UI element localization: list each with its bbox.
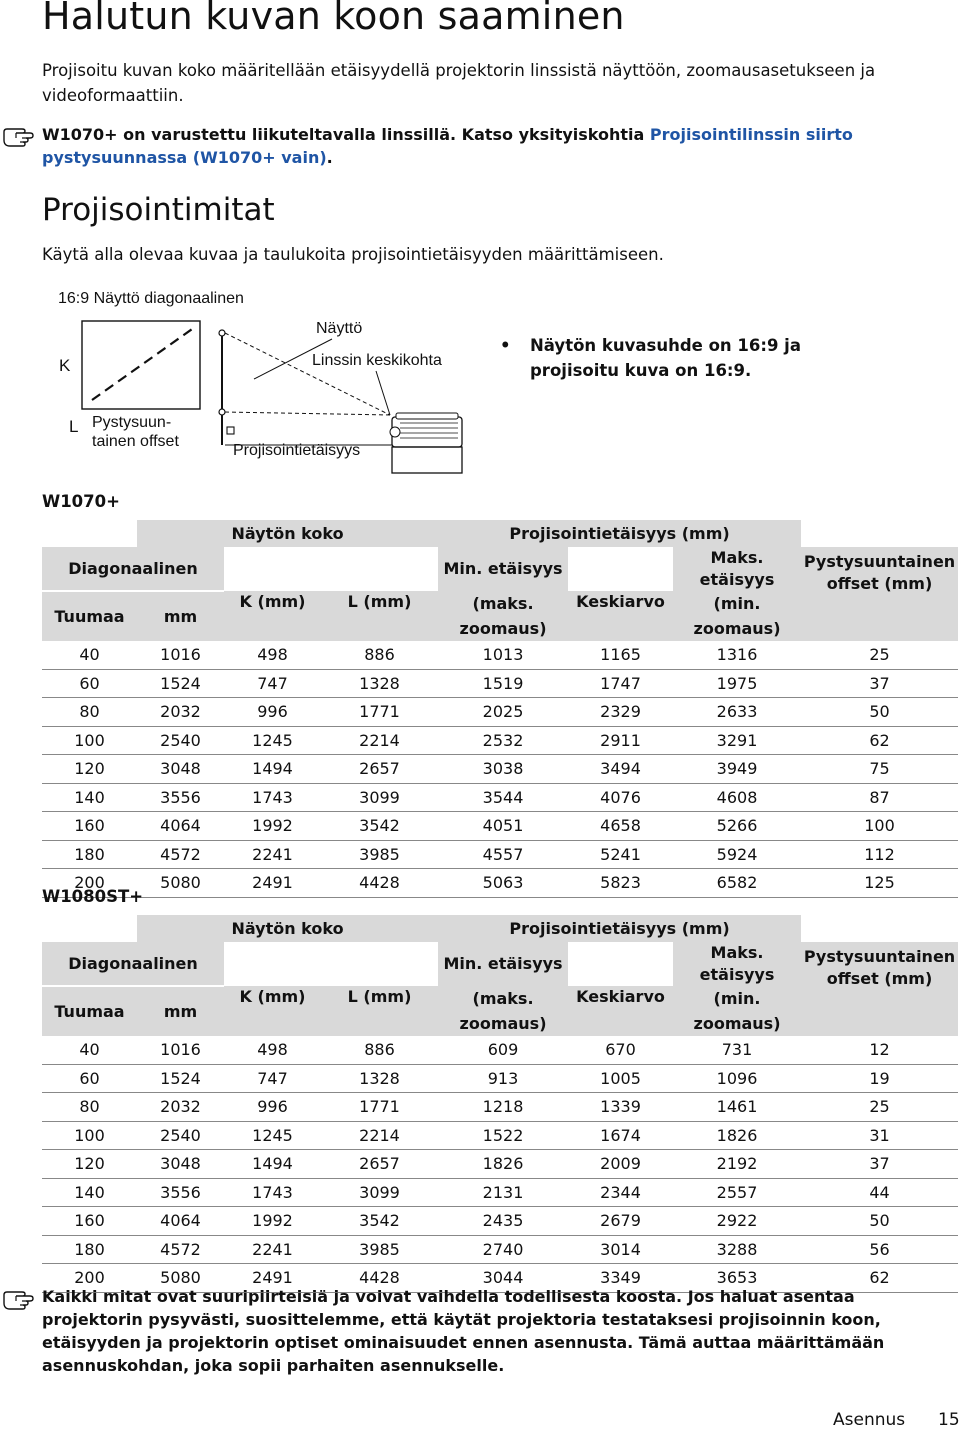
table-cell: 5063 (438, 869, 568, 898)
header-diagonal: Diagonaalinen (42, 547, 224, 591)
table-row (42, 726, 958, 755)
table-cell: 886 (321, 641, 438, 669)
table-cell: 200 (42, 1264, 137, 1293)
table-cell: 2025 (438, 698, 568, 727)
table-cell: 3349 (568, 1264, 673, 1293)
table-cell: 913 (438, 1064, 568, 1093)
header-max-zoom: (maks. (438, 591, 568, 616)
header-min-distance: Min. etäisyys (438, 547, 568, 591)
header-screen-size: Näytön koko (137, 520, 438, 547)
table-row (42, 1093, 958, 1122)
offset-label-1: Pystysuun- (92, 414, 172, 431)
header-average: Keskiarvo (568, 591, 673, 641)
table-cell: 160 (42, 1207, 137, 1236)
table-cell: 2657 (321, 1150, 438, 1179)
table-row (42, 840, 958, 869)
table-cell: 1013 (438, 641, 568, 669)
table-cell: 4428 (321, 1264, 438, 1293)
k-label: K (59, 356, 71, 375)
table-cell: 2344 (568, 1178, 673, 1207)
table-cell: 2435 (438, 1207, 568, 1236)
table-cell: 1743 (224, 1178, 321, 1207)
table-cell: 2922 (673, 1207, 801, 1236)
diagonal-label: 16:9 Näyttö diagonaalinen (58, 290, 244, 307)
table-cell: 1005 (568, 1064, 673, 1093)
table-cell: 609 (438, 1036, 568, 1064)
table-cell: 1461 (673, 1093, 801, 1122)
header-offset: Pystysuuntainen offset (mm) (801, 942, 958, 1036)
table-cell: 4608 (673, 783, 801, 812)
table-cell: 6582 (673, 869, 801, 898)
table-cell: 50 (801, 1207, 958, 1236)
table-cell: 3653 (673, 1264, 801, 1293)
header-throw-distance: Projisointietäisyys (mm) (438, 915, 801, 942)
table-cell: 40 (42, 1036, 137, 1064)
measurement-note: Kaikki mitat ovat suuripiirteisiä ja voivat vaihdella todellisesta koosta. Jos haluat asentaa projektorin pysyvästi, suosittelemme, että käytät projektoria testataksesi projisoinnin koon, etäisyyden ja projektorin optiset ominaisuudet ennen asennusta. Tämä auttaa määrittämään asennuskohdan, joka sopii parhaiten asennukselle. (42, 1287, 885, 1375)
table-cell: 2214 (321, 1121, 438, 1150)
table-row (42, 698, 958, 727)
table-cell: 3544 (438, 783, 568, 812)
table-cell: 3038 (438, 755, 568, 784)
table-cell: 60 (42, 1064, 137, 1093)
table-cell: 56 (801, 1235, 958, 1264)
table-cell: 2911 (568, 726, 673, 755)
table-cell: 1826 (438, 1150, 568, 1179)
header-min-zoom: (min. (673, 591, 801, 616)
section-subtitle: Käytä alla olevaa kuvaa ja taulukoita projisointietäisyyden määrittämiseen. (42, 245, 664, 264)
table-cell: 670 (568, 1036, 673, 1064)
pointing-hand-icon (2, 120, 36, 148)
table-cell: 4064 (137, 1207, 224, 1236)
table-cell: 3048 (137, 755, 224, 784)
header-mm: mm (137, 591, 224, 641)
table-cell: 4051 (438, 812, 568, 841)
table-cell: 1328 (321, 1064, 438, 1093)
table-cell: 62 (801, 1264, 958, 1293)
table-cell: 12 (801, 1036, 958, 1064)
table-cell: 1992 (224, 812, 321, 841)
table-cell: 112 (801, 840, 958, 869)
table-cell: 1096 (673, 1064, 801, 1093)
table-cell: 2032 (137, 1093, 224, 1122)
table-cell: 498 (224, 1036, 321, 1064)
table-row (42, 1064, 958, 1093)
table-cell: 1519 (438, 669, 568, 698)
table-cell: 140 (42, 783, 137, 812)
header-min-zoom: (min. (673, 986, 801, 1011)
table-cell: 1494 (224, 1150, 321, 1179)
table-cell: 2557 (673, 1178, 801, 1207)
note-text: W1070+ on varustettu liikuteltavalla linssillä. Katso yksityiskohtia (42, 125, 650, 144)
table-row (42, 1121, 958, 1150)
table-cell: 4428 (321, 869, 438, 898)
header-max-distance: Maks. etäisyys (673, 942, 801, 986)
table-cell: 25 (801, 641, 958, 669)
table-cell: 1016 (137, 1036, 224, 1064)
table-cell: 5080 (137, 869, 224, 898)
lens-center-label: Linssin keskikohta (312, 352, 442, 369)
table-cell: 5823 (568, 869, 673, 898)
table-cell: 1339 (568, 1093, 673, 1122)
table-cell: 731 (673, 1036, 801, 1064)
table-cell: 120 (42, 1150, 137, 1179)
table-cell: 996 (224, 698, 321, 727)
table-cell: 62 (801, 726, 958, 755)
table-cell: 31 (801, 1121, 958, 1150)
table-cell: 747 (224, 1064, 321, 1093)
table-cell: 180 (42, 1235, 137, 1264)
table-cell: 1016 (137, 641, 224, 669)
table-cell: 37 (801, 1150, 958, 1179)
l-label: L (69, 417, 79, 436)
table-cell: 4658 (568, 812, 673, 841)
table-cell: 19 (801, 1064, 958, 1093)
table-cell: 3291 (673, 726, 801, 755)
table-cell: 100 (801, 812, 958, 841)
model-label-w1070: W1070+ (42, 492, 120, 511)
table-cell: 50 (801, 698, 958, 727)
table-cell: 3099 (321, 1178, 438, 1207)
header-diagonal: Diagonaalinen (42, 942, 224, 986)
section-title: Projisointimitat (42, 192, 275, 228)
table-row (42, 783, 958, 812)
table-cell: 747 (224, 669, 321, 698)
table-cell: 1674 (568, 1121, 673, 1150)
table-cell: 5241 (568, 840, 673, 869)
table-cell: 3099 (321, 783, 438, 812)
table-cell: 4076 (568, 783, 673, 812)
table-cell: 3949 (673, 755, 801, 784)
header-l: L (mm) (321, 986, 438, 1036)
table-cell: 4572 (137, 1235, 224, 1264)
table-cell: 2241 (224, 1235, 321, 1264)
table-cell: 1975 (673, 669, 801, 698)
projector-icon (390, 413, 462, 473)
table-cell: 996 (224, 1093, 321, 1122)
table-row (42, 812, 958, 841)
table-cell: 100 (42, 1121, 137, 1150)
header-offset: Pystysuuntainen offset (mm) (801, 547, 958, 641)
table-row (42, 1178, 958, 1207)
header-inch: Tuumaa (42, 986, 137, 1036)
table-cell: 3556 (137, 783, 224, 812)
model-label-w1080st: W1080ST+ (42, 887, 144, 906)
table-cell: 5266 (673, 812, 801, 841)
table-cell: 1771 (321, 698, 438, 727)
header-l: L (mm) (321, 591, 438, 641)
table-cell: 3494 (568, 755, 673, 784)
table-row (42, 641, 958, 669)
table-cell: 2329 (568, 698, 673, 727)
table-cell: 80 (42, 1093, 137, 1122)
header-k: K (mm) (224, 591, 321, 641)
table-cell: 87 (801, 783, 958, 812)
page-title: Halutun kuvan koon saaminen (42, 0, 625, 38)
note-text-end: . (326, 148, 333, 167)
screen-label: Näyttö (316, 320, 363, 337)
table-cell: 1165 (568, 641, 673, 669)
table-cell: 80 (42, 698, 137, 727)
header-max-distance: Maks. etäisyys (673, 547, 801, 591)
intro-paragraph: Projisoitu kuvan koko määritellään etäisyydellä projektorin linssistä näyttöön, zoomausasetukseen ja videoformaattiin. (42, 61, 876, 105)
header-max-zoom: (maks. (438, 986, 568, 1011)
table-cell: 2491 (224, 869, 321, 898)
lens-pointer (376, 371, 390, 415)
table-cell: 1826 (673, 1121, 801, 1150)
table-cell: 886 (321, 1036, 438, 1064)
table-cell: 498 (224, 641, 321, 669)
table-cell: 1245 (224, 1121, 321, 1150)
table-cell: 1771 (321, 1093, 438, 1122)
table-cell: 3288 (673, 1235, 801, 1264)
table-cell: 3014 (568, 1235, 673, 1264)
table-row (42, 669, 958, 698)
header-throw-distance: Projisointietäisyys (mm) (438, 520, 801, 547)
table-cell: 3556 (137, 1178, 224, 1207)
table-cell: 4572 (137, 840, 224, 869)
header-average: Keskiarvo (568, 986, 673, 1036)
table-cell: 125 (801, 869, 958, 898)
table-cell: 2214 (321, 726, 438, 755)
table-cell: 37 (801, 669, 958, 698)
table-cell: 3985 (321, 1235, 438, 1264)
table-cell: 1494 (224, 755, 321, 784)
table-cell: 2009 (568, 1150, 673, 1179)
table-cell: 1747 (568, 669, 673, 698)
header-inch: Tuumaa (42, 591, 137, 641)
table-cell: 3985 (321, 840, 438, 869)
lens-shift-link[interactable]: Projisointilinssin siirto pystysuunnassa (W1070+ vain) (42, 125, 853, 167)
header-screen-size: Näytön koko (137, 915, 438, 942)
table-cell: 5080 (137, 1264, 224, 1293)
table-cell: 2540 (137, 726, 224, 755)
table-cell: 3542 (321, 812, 438, 841)
table-row (42, 1207, 958, 1236)
table-row (42, 1150, 958, 1179)
page-number: 15 (938, 1410, 960, 1430)
table-cell: 1328 (321, 669, 438, 698)
pointing-hand-icon (2, 1283, 36, 1311)
throw-label: Projisointietäisyys (233, 442, 361, 459)
table-cell: 2657 (321, 755, 438, 784)
table-cell: 1245 (224, 726, 321, 755)
table-row (42, 1235, 958, 1264)
table-cell: 3048 (137, 1150, 224, 1179)
table-cell: 2679 (568, 1207, 673, 1236)
table-cell: 3542 (321, 1207, 438, 1236)
table-cell: 3044 (438, 1264, 568, 1293)
table-cell: 75 (801, 755, 958, 784)
table-cell: 1524 (137, 669, 224, 698)
table-cell: 2540 (137, 1121, 224, 1150)
table-cell: 2532 (438, 726, 568, 755)
table-cell: 60 (42, 669, 137, 698)
table-cell: 5924 (673, 840, 801, 869)
table-row (42, 755, 958, 784)
header-min-distance: Min. etäisyys (438, 942, 568, 986)
table-cell: 2633 (673, 698, 801, 727)
header-mm: mm (137, 986, 224, 1036)
throw-table-w1070: Näytön koko Projisointietäisyys (mm) Diagonaalinen Min. etäisyys Maks. etäisyys Pystysuuntainen offset (mm) Tuumaa mm K (mm) L (mm) (maks. Keskiarvo (min. zoomaus) zoomaus) 40 1016 498 886 1013 1165 1316 25 60 1524 747 1328 1519 1747 1975 37 80 2032 996 1771 2025 2329 2633 50 100 2540 1245 2214 2532 2911 3291 62 120 3048 1494 2657 3038 3494 3949 75 140 3556 1743 3099 3544 4076 4608 87 160 4064 1992 3542 4051 4658 5266 100 180 4572 2241 3985 4557 5241 5924 112 200 5080 2491 4428 5063 5823 6582 125 (42, 520, 958, 898)
table-cell: 40 (42, 641, 137, 669)
table-cell: 4064 (137, 812, 224, 841)
table-cell: 2192 (673, 1150, 801, 1179)
footer-section: Asennus (833, 1410, 906, 1430)
table-cell: 1524 (137, 1064, 224, 1093)
table-cell: 160 (42, 812, 137, 841)
table-cell: 2131 (438, 1178, 568, 1207)
table-cell: 44 (801, 1178, 958, 1207)
table-cell: 1218 (438, 1093, 568, 1122)
table-row (42, 1036, 958, 1064)
table-cell: 2491 (224, 1264, 321, 1293)
table-cell: 1992 (224, 1207, 321, 1236)
table-cell: 100 (42, 726, 137, 755)
table-cell: 1743 (224, 783, 321, 812)
diagonal-line (92, 327, 195, 400)
table-cell: 120 (42, 755, 137, 784)
table-cell: 1522 (438, 1121, 568, 1150)
projection-diagram (50, 285, 490, 475)
table-row (42, 869, 958, 898)
table-cell: 25 (801, 1093, 958, 1122)
table-cell: 2241 (224, 840, 321, 869)
offset-label-2: tainen offset (92, 433, 179, 450)
table-cell: 4557 (438, 840, 568, 869)
table-cell: 2032 (137, 698, 224, 727)
note-lens-shift (42, 123, 932, 169)
header-k: K (mm) (224, 986, 321, 1036)
throw-table-w1080st: Näytön koko Projisointietäisyys (mm) Diagonaalinen Min. etäisyys Maks. etäisyys Pystysuuntainen offset (mm) Tuumaa mm K (mm) L (mm) (maks. Keskiarvo (min. zoomaus) zoomaus) 40 1016 498 886 609 670 731 12 60 1524 747 1328 913 1005 1096 19 80 2032 996 1771 1218 1339 1461 25 100 2540 1245 2214 1522 1674 1826 31 120 3048 1494 2657 1826 2009 2192 37 140 3556 1743 3099 2131 2344 2557 44 160 4064 1992 3542 2435 2679 2922 50 180 4572 2241 3985 2740 3014 3288 56 200 5080 2491 4428 3044 3349 3653 62 (42, 915, 958, 1293)
table-cell: 200 (42, 869, 137, 898)
table-cell: 140 (42, 1178, 137, 1207)
table-cell: 180 (42, 840, 137, 869)
table-cell: 2740 (438, 1235, 568, 1264)
table-cell: 1316 (673, 641, 801, 669)
